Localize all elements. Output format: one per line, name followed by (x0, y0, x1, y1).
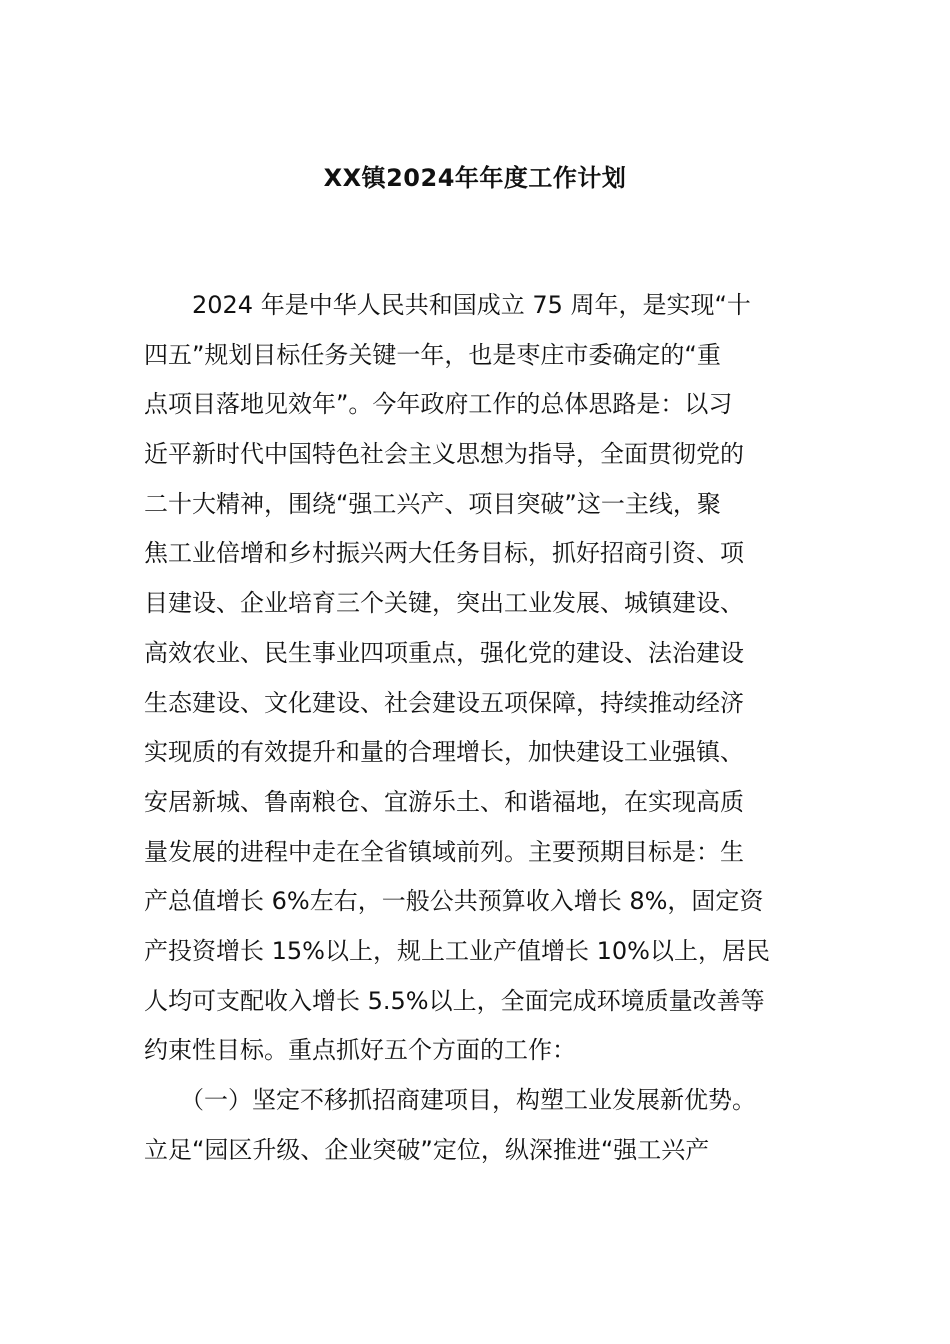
body-line: 安居新城、鲁南粮仓、宜游乐土、和谐福地，在实现高质 (144, 787, 744, 816)
document-body (144, 281, 824, 1175)
body-line: 量发展的进程中走在全省镇域前列。主要预期目标是：生 (144, 837, 744, 866)
body-line: 生态建设、文化建设、社会建设五项保障，持续推动经济 (144, 688, 744, 717)
body-line: 目建设、企业培育三个关键，突出工业发展、城镇建设、 (144, 589, 744, 618)
body-line: 实现质的有效提升和量的合理增长，加快建设工业强镇、 (144, 738, 744, 767)
body-line: 产投资增长 15%以上，规上工业产值增长 10%以上，居民 (144, 936, 770, 965)
body-line: 二十大精神，围绕“强工兴产、项目突破”这一主线，聚 (144, 489, 721, 518)
body-line: 产总值增长 6%左右，一般公共预算收入增长 8%，固定资 (144, 887, 764, 916)
body-line: 立足“园区升级、企业突破”定位，纵深推进“强工兴产 (144, 1135, 710, 1164)
document-title: XX镇2024年年度工作计划 (323, 164, 627, 192)
body-line: 四五”规划目标任务关键一年，也是枣庄市委确定的“重 (144, 340, 721, 369)
body-line: 近平新时代中国特色社会主义思想为指导，全面贯彻党的 (144, 440, 744, 469)
body-line: 点项目落地见效年”。今年政府工作的总体思路是：以习 (144, 390, 733, 419)
body-line: 2024 年是中华人民共和国成立 75 周年，是实现“十 (144, 291, 751, 319)
body-line: 约束性目标。重点抓好五个方面的工作： (144, 1036, 576, 1065)
body-line: 焦工业倍增和乡村振兴两大任务目标，抓好招商引资、项 (144, 539, 744, 568)
body-line: 人均可支配收入增长 5.5%以上，全面完成环境质量改善等 (144, 986, 765, 1015)
body-line: （一）坚定不移抓招商建项目，构塑工业发展新优势。 (144, 1086, 756, 1114)
body-line: 高效农业、民生事业四项重点，强化党的建设、法治建设 (144, 638, 744, 667)
